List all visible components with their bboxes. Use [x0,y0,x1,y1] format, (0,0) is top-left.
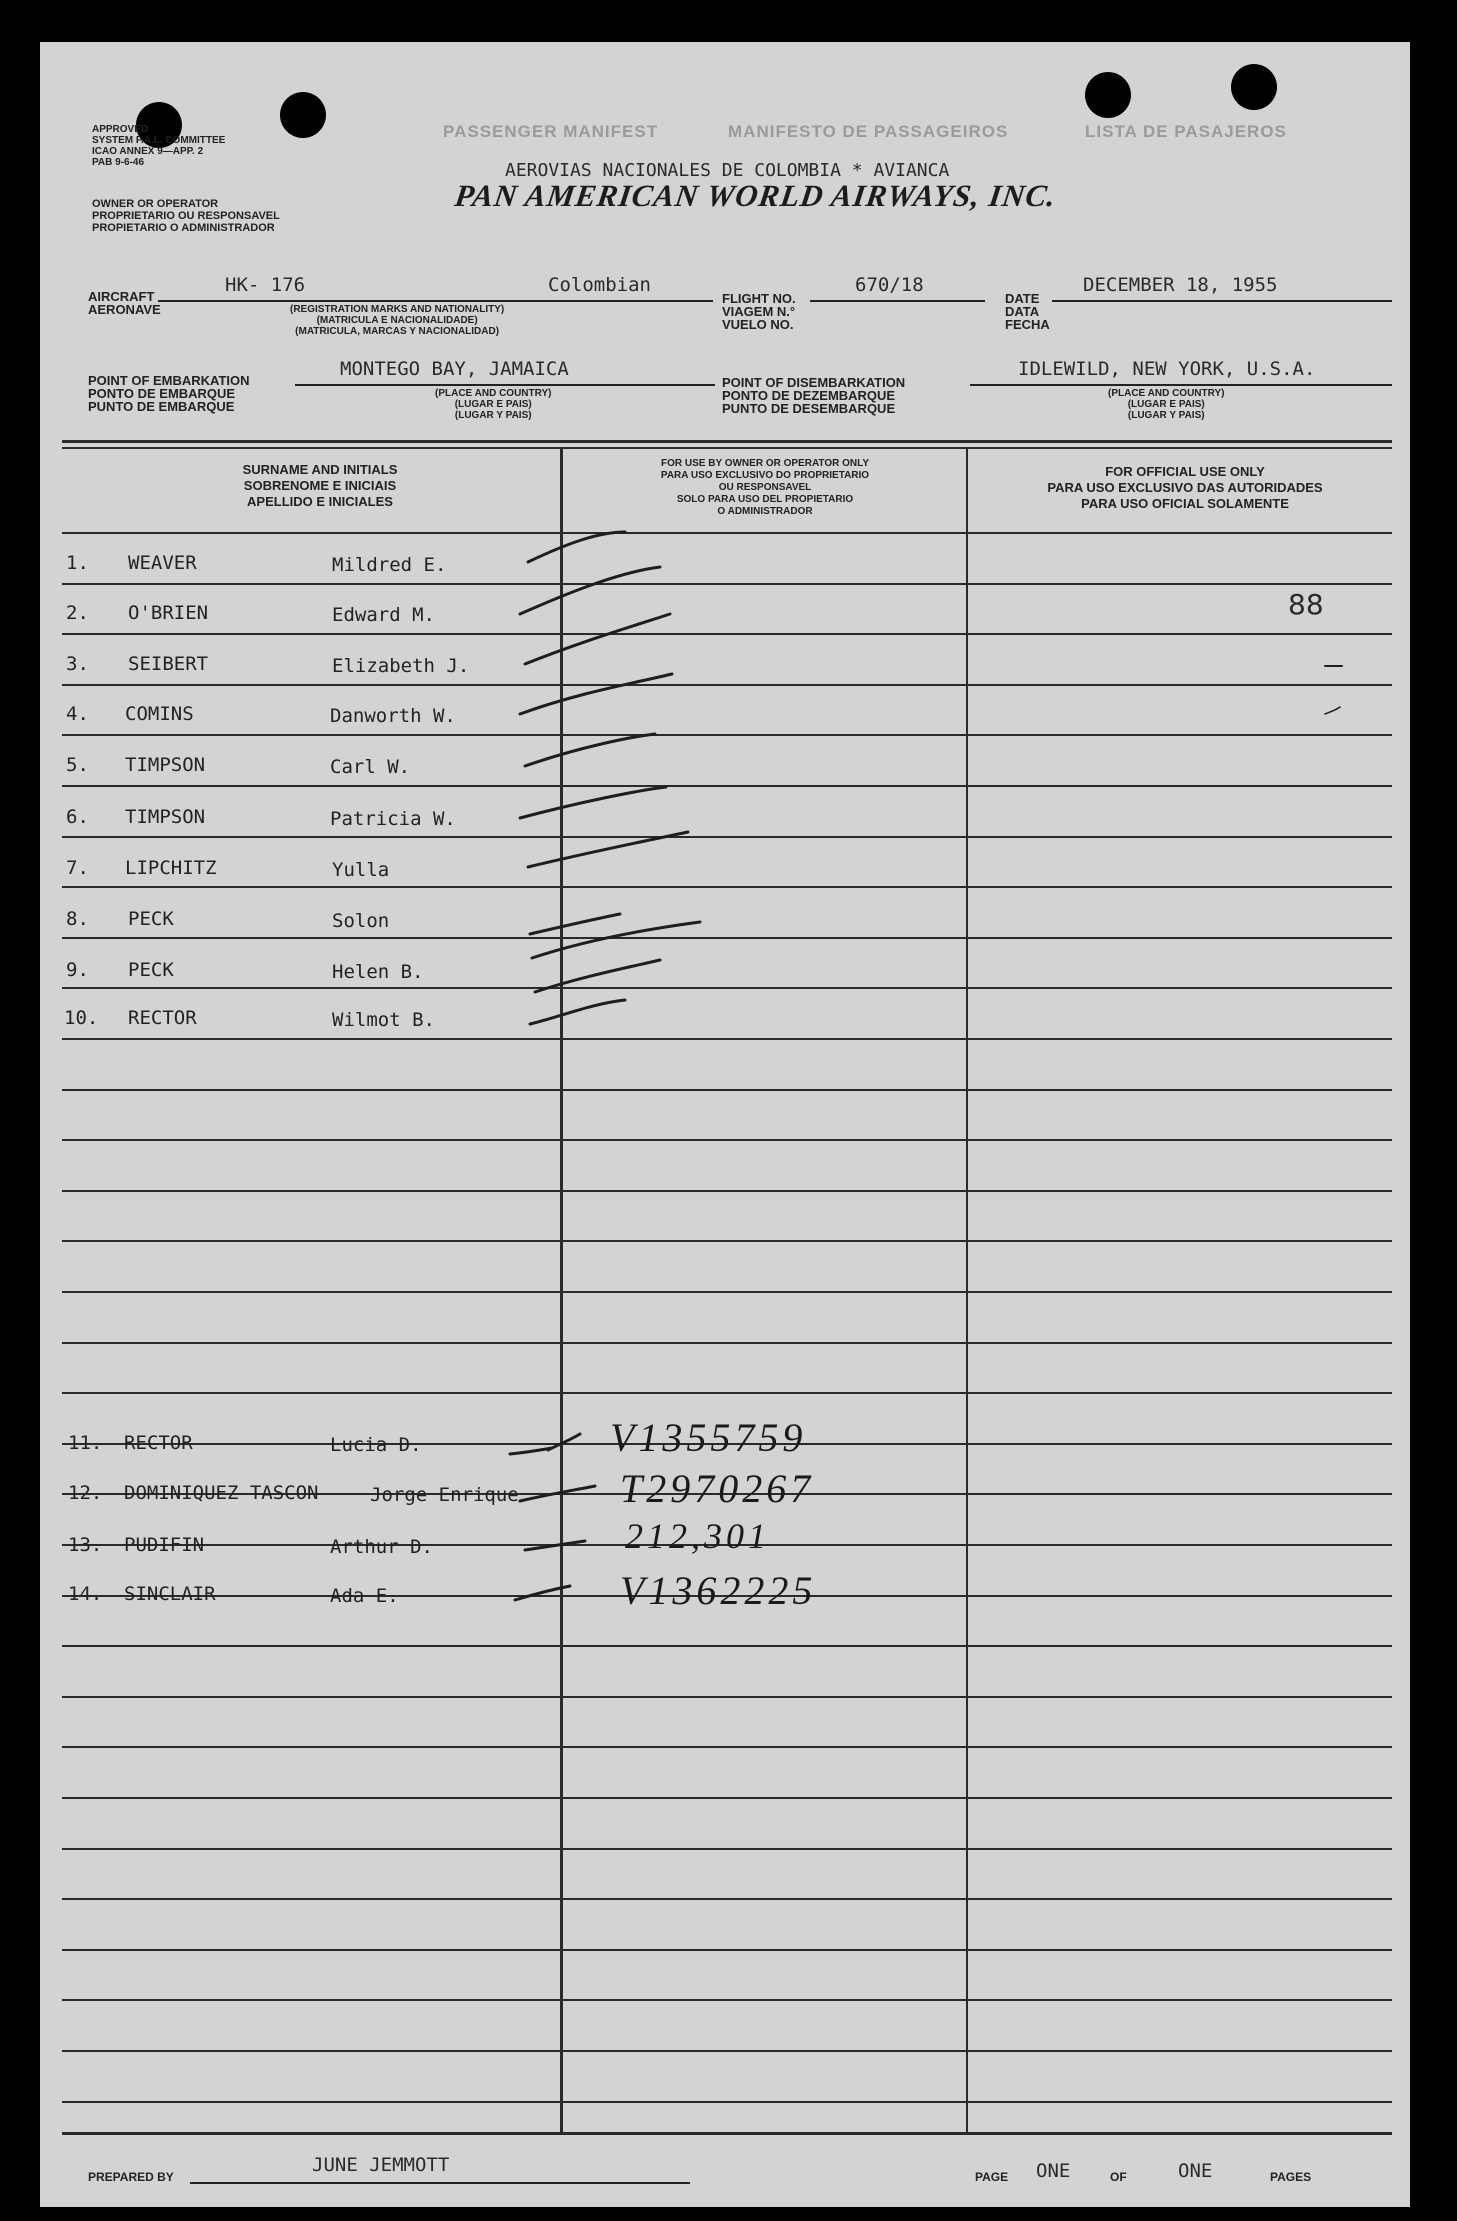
prepared-by-underline [190,2182,690,2184]
row-number: 9. [66,959,89,981]
page-label: PAGE [975,2170,1009,2184]
passenger-surname: COMINS [125,703,194,725]
column-header-operator: FOR USE BY OWNER OR OPERATOR ONLY PARA USO EXCLUSIVO DO PROPRIETARIO OU RESPONSAVEL SOLO PARA USO DEL PROPIETARIO O ADMINISTRADOR [660,458,870,517]
flight-number: 670/18 [855,274,924,296]
check-mark [520,787,666,818]
check-mark [520,674,672,714]
prepared-by-name: JUNE JEMMOTT [312,2154,450,2176]
row-number: 8. [66,908,89,930]
disembark-place-caption: (PLACE AND COUNTRY) (LUGAR E PAIS) (LUGAR Y PAIS) [1108,388,1225,421]
embarkation-label: POINT OF EMBARKATION PONTO DE EMBARQUE PUNTO DE EMBARQUE [88,373,250,414]
handwritten-passport-number: V1355759 [610,1415,807,1460]
passenger-given-name: Danworth W. [330,705,456,727]
row-number: 7. [66,857,89,879]
smudge-mark [1325,707,1340,714]
registration-caption: (REGISTRATION MARKS AND NATIONALITY) (MATRICULA E NACIONALIDADE) (MATRICULA, MARCAS Y NACIONALIDAD) [290,304,505,337]
check-mark [525,734,655,766]
passenger-surname: PECK [128,959,174,981]
passenger-given-name: Edward M. [332,604,435,626]
of-label: OF [1110,2170,1127,2184]
official-use-number: 88 [1288,588,1324,621]
passenger-given-name: Lucia D. [330,1434,422,1456]
approval-note: APPROVED SYSTEM F.A.L. COMMITTEE ICAO ANNEX 9—APP. 2 PAB 9-6-46 [92,124,226,168]
check-mark [520,567,660,614]
airline-name: PAN AMERICAN WORLD AIRWAYS, INC. [452,178,1059,213]
check-mark [528,832,688,867]
page-total: ONE [1178,2160,1213,2182]
row-number: 2. [66,602,89,624]
passenger-surname: WEAVER [128,552,197,574]
row-number: 13. [68,1534,103,1556]
passenger-surname: O'BRIEN [128,602,209,624]
check-mark [530,1000,625,1024]
disembarkation-label: POINT OF DISEMBARKATION PONTO DE DEZEMBARQUE PUNTO DE DESEMBARQUE [722,375,906,416]
handwritten-passport-number: 212,301 [625,1516,770,1556]
passenger-surname: RECTOR [128,1007,197,1029]
operator-line: AEROVIAS NACIONALES DE COLOMBIA * AVIANCA [505,160,950,181]
embark-place-caption: (PLACE AND COUNTRY) (LUGAR E PAIS) (LUGAR Y PAIS) [435,388,552,421]
passenger-surname: PECK [128,908,174,930]
manifest-title-es: LISTA DE PASAJEROS [1085,122,1287,141]
row-number: 6. [66,806,89,828]
page-number: ONE [1036,2160,1071,2182]
flight-date: DECEMBER 18, 1955 [1083,274,1278,296]
manifest-title-pt: MANIFESTO DE PASSAGEIROS [728,122,1009,141]
passenger-surname: TIMPSON [125,754,206,776]
passenger-given-name: Elizabeth J. [332,655,470,677]
aircraft-nationality: Colombian [548,274,651,296]
check-mark [535,960,660,992]
check-mark [525,1541,585,1550]
row-number: 10. [64,1007,99,1029]
flight-label: FLIGHT NO. VIAGEM N.° VUELO NO. [722,291,796,332]
passenger-given-name: Mildred E. [332,554,447,576]
aircraft-label: AIRCRAFT AERONAVE [88,289,161,317]
passenger-surname: PUDIFIN [124,1534,205,1556]
row-number: 4. [66,703,89,725]
check-mark [515,1586,570,1600]
handwritten-passport-number: T2970267 [620,1466,815,1511]
row-number: 3. [66,653,89,675]
column-header-names: SURNAME AND INITIALS SOBRENOME E INICIAIS APELLIDO E INICIALES [242,462,398,509]
passenger-surname: DOMINIQUEZ TASCON [124,1482,319,1504]
check-mark [520,1486,595,1501]
embarkation-place: MONTEGO BAY, JAMAICA [340,358,569,380]
check-mark [528,532,625,562]
check-mark-strokes [40,42,1410,2207]
row-number: 11. [68,1432,103,1454]
passenger-given-name: Yulla [332,859,390,881]
column-header-official: FOR OFFICIAL USE ONLY PARA USO EXCLUSIVO DAS AUTORIDADES PARA USO OFICIAL SOLAMENTE [1047,464,1323,511]
manifest-sheet [40,42,1410,2207]
passenger-surname: SEIBERT [128,653,209,675]
owner-operator-label: OWNER OR OPERATOR PROPRIETARIO OU RESPONSAVEL PROPIETARIO O ADMINISTRADOR [92,198,280,234]
row-number: 1. [66,552,89,574]
passenger-surname: SINCLAIR [124,1583,216,1605]
check-mark [530,914,620,934]
prepared-by-label: PREPARED BY [88,2170,174,2184]
row-number: 14. [68,1583,103,1605]
passenger-given-name: Patricia W. [330,808,456,830]
check-mark [510,1448,552,1454]
aircraft-registration: HK- 176 [225,274,306,296]
passenger-given-name: Wilmot B. [332,1009,435,1031]
passenger-given-name: Solon [332,910,390,932]
passenger-given-name: Ada E. [330,1585,399,1607]
passenger-given-name: Carl W. [330,756,411,778]
passenger-surname: RECTOR [124,1432,193,1454]
passenger-surname: TIMPSON [125,806,206,828]
row-number: 12. [68,1482,103,1504]
disembarkation-place: IDLEWILD, NEW YORK, U.S.A. [1018,358,1316,380]
check-mark [525,614,670,664]
row-number: 5. [66,754,89,776]
table-bottom-border [62,2132,1392,2135]
passenger-given-name: Arthur D. [330,1536,433,1558]
manifest-title-en: PASSENGER MANIFEST [443,122,659,141]
handwritten-passport-number: V1362225 [620,1568,817,1613]
passenger-given-name: Jorge Enrique [370,1484,519,1506]
date-label: DATE DATA FECHA [1005,291,1050,332]
passenger-surname: LIPCHITZ [125,857,217,879]
passenger-given-name: Helen B. [332,961,424,983]
pages-label: PAGES [1270,2170,1312,2184]
